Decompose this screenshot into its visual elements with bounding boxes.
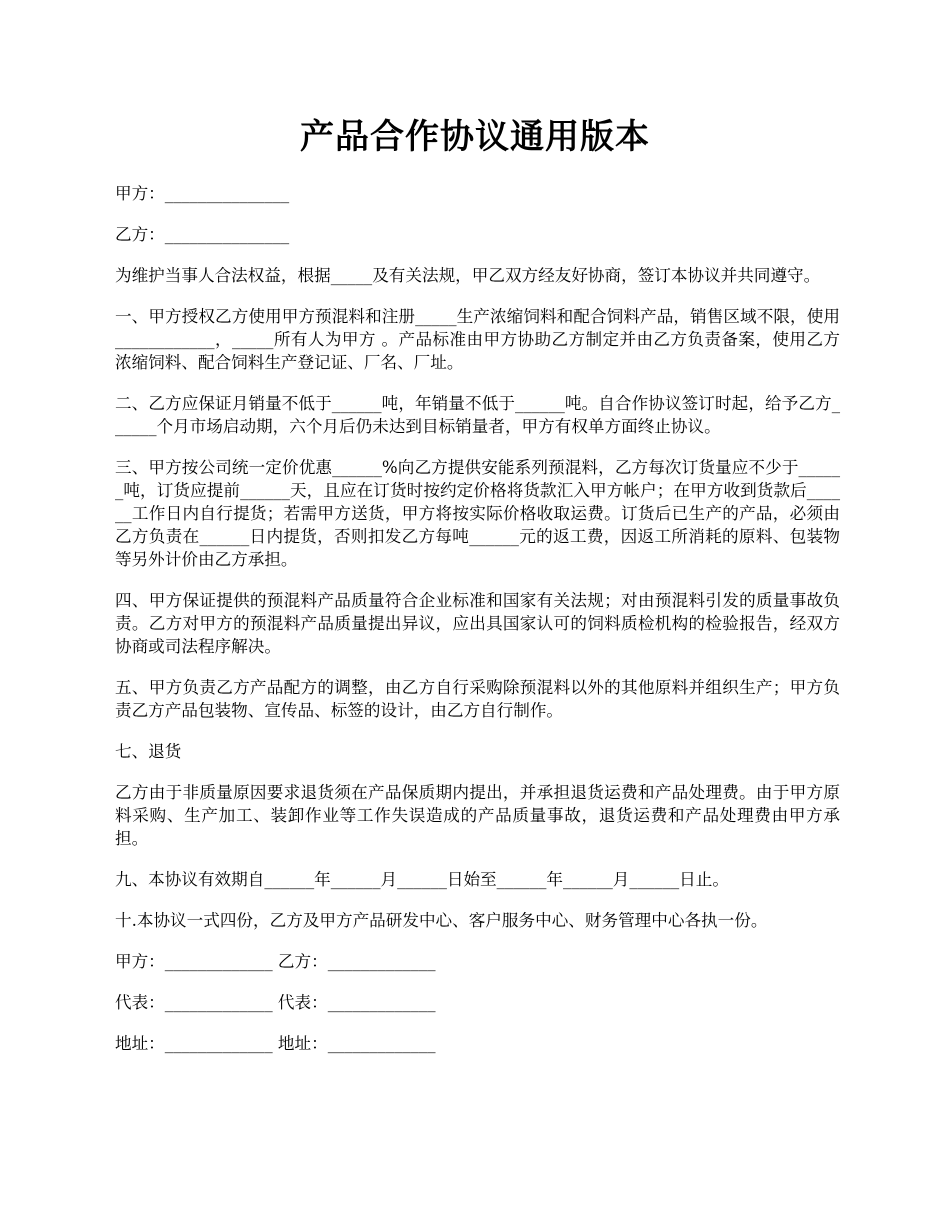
document-body xyxy=(115,182,840,1073)
clause-1: 一、甲方授权乙方使用甲方预混料和注册_____生产浓缩饲料和配合饲料产品，销售区域不限，使用____________，_____所有人为甲方 。产品标准由甲方协助乙方制定并由乙方负责备案，使用乙方浓缩饲料、配合饲料生产登记证、厂名、厂址。 xyxy=(115,307,840,372)
clause-9: 九、本协议有效期自______年______月______日始至______年______月______日止。 xyxy=(115,870,729,889)
party-b-line: 乙方：_______________ xyxy=(115,225,290,244)
clause-3: 三、甲方按公司统一定价优惠______%向乙方提供安能系列预混料，乙方每次订货量应不少于______吨，订货应提前______天，且应在订货时按约定价格将货款汇入甲方帐户；在甲方收到货款后______工作日内自行提货；若需甲方送货，甲方将按实际价格收取运费。订货后已生产的产品，必须由乙方负责在______日内提货，否则扣发乙方每吨______元的返工费，因返工所消耗的原料、包装物等另外计价由乙方承担。 xyxy=(115,458,840,569)
party-a-line: 甲方：_______________ xyxy=(115,184,290,203)
clause-10: 十.本协议一式四份，乙方及甲方产品研发中心、客户服务中心、财务管理中心各执一份。 xyxy=(115,911,768,930)
document-title: 产品合作协议通用版本 xyxy=(300,117,650,157)
intro-paragraph: 为维护当事人合法权益，根据_____及有关法规，甲乙双方经友好协商，签订本协议并共同遵守。 xyxy=(115,266,821,285)
signature-party-row: 甲方：_____________ 乙方：_____________ xyxy=(115,952,436,971)
clause-5: 五、甲方负责乙方产品配方的调整，由乙方自行采购除预混料以外的其他原料并组织生产；甲方负责乙方产品包装物、宣传品、标签的设计，由乙方自行制作。 xyxy=(115,678,840,720)
clause-7-heading: 七、退货 xyxy=(115,742,182,761)
signature-address-row: 地址：_____________ 地址：_____________ xyxy=(115,1034,436,1053)
clause-2: 二、乙方应保证月销量不低于______吨，年销量不低于______吨。自合作协议签订时起，给予乙方______个月市场启动期，六个月后仍未达到目标销量者，甲方有权单方面终止协议。 xyxy=(115,394,840,436)
clause-4: 四、甲方保证提供的预混料产品质量符合企业标准和国家有关法规；对由预混料引发的质量事故负责。乙方对甲方的预混料产品质量提出异议，应出具国家认可的饲料质检机构的检验报告，经双方协商或司法程序解决。 xyxy=(115,591,840,656)
clause-7-body: 乙方由于非质量原因要求退货须在产品保质期内提出，并承担退货运费和产品处理费。由于甲方原料采购、生产加工、装卸作业等工作失误造成的产品质量事故，退货运费和产品处理费由甲方承担。 xyxy=(115,783,840,848)
signature-representative-row: 代表：_____________ 代表：_____________ xyxy=(115,993,436,1012)
